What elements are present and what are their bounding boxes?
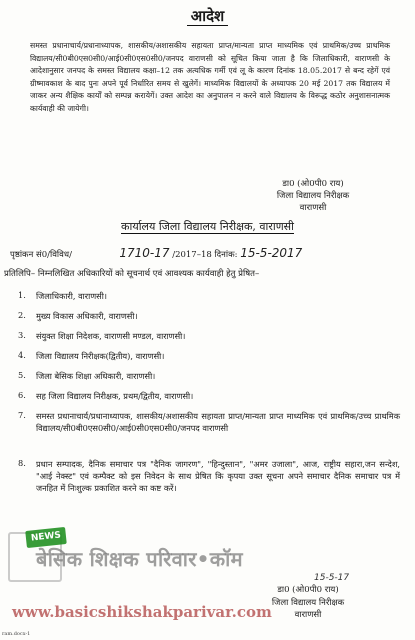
- list-item-number: 2.: [18, 310, 26, 320]
- signatory-place: वाराणसी: [294, 610, 322, 620]
- office-heading-text: कार्यालय जिला विद्यालय निरीक्षक, वाराणसी: [121, 220, 294, 233]
- list-item-number: 5.: [18, 370, 26, 380]
- office-heading: [0, 219, 415, 234]
- signature-block-bottom: [248, 573, 368, 622]
- signature-block-top: [258, 178, 368, 214]
- signatory-designation: जिला विद्यालय निरीक्षक: [276, 191, 350, 201]
- list-item-number: 6.: [18, 390, 26, 400]
- list-item-text: समस्त प्रधानाचार्य/प्रधानाध्यापक, शासकीय/अशासकीय सहायता प्राप्त/मान्यता प्राप्त माध्यमिक एवं प्राथमिक/उच्च प्राथमिक विद्यालय/सी0बी0एस0सी0/आई0सी0एस0सी0/जनपद वाराणसी: [36, 411, 400, 434]
- list-item-text: जिलाधिकारी, वाराणसी।: [36, 291, 107, 301]
- list-item-text: जिला बेसिक शिक्षा अधिकारी, वाराणसी।: [36, 371, 156, 381]
- order-title: [0, 6, 415, 26]
- reference-number: 1710-17: [119, 246, 170, 260]
- list-item-text: जिला विद्यालय निरीक्षक(द्वितीय), वाराणसी।: [36, 351, 165, 361]
- list-item-text: सह जिला विद्यालय निरीक्षक, प्रथम/द्वितीय, वाराणसी।: [36, 391, 194, 401]
- watermark-brand: बेसिक शिक्षक परिवार•कॉम: [36, 547, 243, 571]
- list-item-number: 4.: [18, 350, 26, 360]
- order-paragraph: समस्त प्रधानाचार्य/प्रधानाध्यापक, शासकीय/अशासकीय सहायता प्राप्त/मान्यता प्राप्त माध्यमिक एवं प्राथमिक/उच्च प्राथमिक विद्यालय/सी0बी0एस0सी0/आई0सी0एस0सी0/जनपद वाराणसी को सूचित किया जाता है कि जिलाधिकारी, वाराणसी के आदेशानुसार जनपद के समस्त विद्यालय कक्षा–12 तक अत्यधिक गर्मी एवं लू के कारण दिनांक 18.05.2017 से बन्द रहेगें एवं ग्रीष्मावकाश के बाद पुनः अपने पूर्व निर्धारित समय से खुलेगें। माध्यमिक विद्यालयों के अध्यापक 20 मई 2017 तक विद्यालय में जाकर अन्य शैक्षिक कार्यों को सम्पन्न करायेगें। उक्त आदेश का अनुपालन न करने वाले विद्यालय के विरूद्ध कठोर अनुशासनात्मक कार्यवाही की जायेगी।: [30, 41, 390, 113]
- handwritten-signature: 15-5-17: [314, 573, 350, 583]
- signatory-name: डा0 (ओ0पी0 राय): [282, 179, 344, 189]
- list-item-number: 3.: [18, 330, 26, 340]
- order-title-text: आदेश: [187, 7, 229, 26]
- reference-line: [10, 246, 400, 260]
- list-item-number: 7.: [18, 410, 26, 420]
- signatory-designation: जिला विद्यालय निरीक्षक: [271, 597, 345, 608]
- list-item-number: 1.: [18, 290, 26, 300]
- signatory-name: डा0 (ओ0पी0 राय): [277, 585, 339, 595]
- list-item-text: प्रधान सम्पादक, दैनिक समाचार पत्र "दैनिक जागरण", "हिन्दुस्तान", "अमर उजाला", आज, राष्ट्रीय सहारा,जन सन्देश, "आई नेक्स्ट" एवं कम्पैक्ट को इस निवेदन के साथ प्रेषित कि कृपया उक्त सूचना अपने समाचार दैनिक समाचार पत्र में जनहित में निःशुल्क प्रकाशित करने का कष्ट करें।: [36, 459, 400, 494]
- copy-to-line: प्रतिलिपि– निम्नलिखित अधिकारियों को सूचनार्थ एवं आवश्यक कार्यवाही हेतु प्रेषित–: [4, 269, 260, 279]
- list-item-text: मुख्य विकास अधिकारी, वाराणसी।: [36, 311, 138, 321]
- file-footnote: ram.docx-1: [2, 631, 31, 637]
- reference-date: 15-5-2017: [240, 246, 303, 260]
- list-item-number: 8.: [18, 458, 26, 468]
- list-item-text: संयुक्त शिक्षा निदेशक, वाराणसी मण्डल, वाराणसी।: [36, 331, 186, 341]
- watermark-url[interactable]: www.basicshikshakparivar.com: [12, 603, 272, 621]
- news-badge: NEWS: [25, 527, 67, 548]
- reference-session: /2017–18 दिनांक:: [172, 250, 238, 260]
- signatory-place: वाराणसी: [299, 203, 327, 213]
- reference-prefix: पृष्ठांकन सं0/विविध/: [10, 250, 72, 260]
